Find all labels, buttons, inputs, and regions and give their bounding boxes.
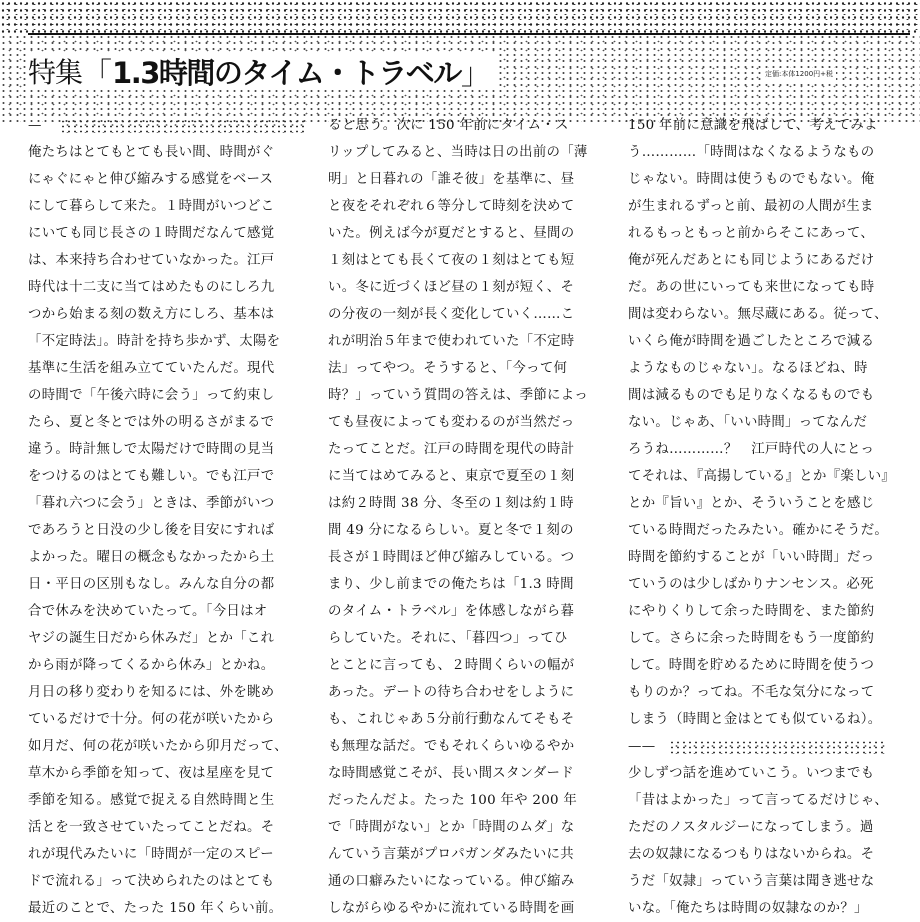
line-text: して。さらに余った時間をもう一度節約 bbox=[628, 631, 875, 646]
text-line bbox=[628, 679, 911, 706]
line-text: もりのか？ってね。不毛な気分になって bbox=[628, 685, 875, 700]
text-line bbox=[328, 220, 611, 247]
text-line bbox=[628, 382, 911, 409]
line-text: とか『旨い』とか、そういうことを感じ bbox=[628, 496, 875, 511]
text-line bbox=[628, 436, 911, 463]
line-text: たら、夏と冬とでは外の明るさがまるで bbox=[28, 415, 275, 430]
line-text: とことに言っても、２時間くらいの幅が bbox=[328, 658, 575, 673]
text-line bbox=[28, 679, 311, 706]
text-column-1 bbox=[28, 112, 311, 922]
line-text: にゃぐにゃと伸び縮みする感覚をベース bbox=[28, 172, 274, 187]
line-text: 季節を知る。感覚で捉える自然時間と生 bbox=[28, 793, 275, 808]
text-line bbox=[628, 787, 911, 814]
text-line bbox=[28, 139, 311, 166]
line-text: 最近のことで、たった 150 年くらい前。 bbox=[28, 901, 283, 916]
line-text: 違う。時計無しで太陽だけで時間の見当 bbox=[28, 442, 275, 457]
header-rule bbox=[28, 33, 910, 35]
feature-title-text: 1.3時間のタイム・トラベル bbox=[112, 55, 461, 90]
line-text: して。時間を貯めるために時間を使うつ bbox=[628, 658, 875, 673]
text-line bbox=[28, 814, 311, 841]
text-line bbox=[28, 463, 311, 490]
text-line bbox=[28, 193, 311, 220]
text-line bbox=[328, 328, 611, 355]
line-text: 通の口癖みたいになっている。伸び縮み bbox=[328, 874, 575, 889]
text-line bbox=[328, 490, 611, 517]
line-text: いた。例えば今が夏だとすると、昼間の bbox=[328, 226, 575, 241]
text-line bbox=[628, 517, 911, 544]
text-line bbox=[628, 571, 911, 598]
line-text: しまう（時間と金はとても似ているね）。 bbox=[628, 712, 882, 727]
text-line bbox=[628, 841, 911, 868]
text-line bbox=[628, 652, 911, 679]
text-line bbox=[628, 247, 911, 274]
text-line bbox=[628, 463, 911, 490]
text-line bbox=[28, 220, 311, 247]
line-text: いな。「俺たちは時間の奴隷なのか？」 bbox=[628, 901, 868, 916]
text-column-2 bbox=[328, 112, 611, 922]
text-line bbox=[628, 220, 911, 247]
text-line bbox=[328, 409, 611, 436]
line-text: ただのノスタルジーになってしまう。過 bbox=[628, 820, 874, 835]
text-line bbox=[28, 112, 311, 139]
line-text: の時間で「午後六時に会う」って約束し bbox=[28, 388, 275, 403]
line-text: らしていた。それに、「暮四つ」ってひ bbox=[328, 631, 568, 646]
line-text: 少しずつ話を進めていこう。いつまでも bbox=[628, 766, 875, 781]
text-line bbox=[28, 652, 311, 679]
line-text: が生まれるずっと前、最初の人間が生ま bbox=[628, 199, 874, 214]
text-line bbox=[628, 166, 911, 193]
line-text: 活とを一致させていたってことだね。そ bbox=[28, 820, 275, 835]
text-line bbox=[28, 895, 311, 922]
line-text: 合で休みを決めていたって。「今日はオ bbox=[28, 604, 268, 619]
text-line bbox=[628, 760, 911, 787]
text-line bbox=[628, 625, 911, 652]
text-line bbox=[628, 409, 911, 436]
line-text: 「不定時法」。時計を持ち歩かず、太陽を bbox=[28, 334, 281, 349]
text-line bbox=[628, 706, 911, 733]
text-line bbox=[328, 841, 611, 868]
line-text: １刻はとても長くて夜の１刻はとても短 bbox=[328, 253, 575, 268]
line-text: をつけるのはとても難しい。でも江戸で bbox=[28, 469, 275, 484]
text-line bbox=[28, 409, 311, 436]
line-text: ドで流れる」って決められたのはとても bbox=[28, 874, 275, 889]
text-line bbox=[328, 355, 611, 382]
line-text: てそれは、『高揚している』とか『楽しい』 bbox=[628, 469, 896, 484]
line-text: も無理な話だ。でもそれくらいゆるやか bbox=[328, 739, 575, 754]
text-line bbox=[628, 490, 911, 517]
line-text: ろうね…………？ 江戸時代の人にとっ bbox=[628, 442, 875, 457]
text-line bbox=[28, 436, 311, 463]
text-line bbox=[28, 247, 311, 274]
text-line bbox=[28, 301, 311, 328]
text-line bbox=[328, 868, 611, 895]
text-line bbox=[328, 544, 611, 571]
section-divider-texture bbox=[669, 740, 887, 754]
text-line bbox=[328, 895, 611, 922]
line-text: よかった。曜日の概念もなかったから土 bbox=[28, 550, 275, 565]
text-line bbox=[328, 274, 611, 301]
line-text: にいても同じ長さの１時間だなんて感覚 bbox=[28, 226, 275, 241]
text-line bbox=[28, 328, 311, 355]
line-text: リップしてみると、当時は日の出前の「薄 bbox=[328, 145, 588, 160]
line-text: 間 49 分になるらしい。夏と冬で１刻の bbox=[328, 523, 574, 538]
line-text: のタイム・トラベル」を体感しながら暮 bbox=[328, 604, 575, 619]
line-text: 「昔はよかった」って言ってるだけじゃ、 bbox=[628, 793, 889, 808]
line-text: 日・平日の区別もなし。みんな自分の都 bbox=[28, 577, 275, 592]
text-line bbox=[28, 868, 311, 895]
line-text: 法」ってやつ。そうすると、「今って何 bbox=[328, 361, 568, 376]
text-line bbox=[28, 760, 311, 787]
line-text: にして暮らして来た。１時間がいつどこ bbox=[28, 199, 275, 214]
text-line bbox=[328, 301, 611, 328]
text-line bbox=[328, 112, 611, 139]
line-text: にやりくりして余った時間を、また節約 bbox=[628, 604, 875, 619]
line-text: ているだけで十分。何の花が咲いたから bbox=[28, 712, 275, 727]
line-text: れが現代みたいに「時間が一定のスピー bbox=[28, 847, 274, 862]
line-text: に当てはめてみると、東京で夏至の１刻 bbox=[328, 469, 575, 484]
text-line bbox=[328, 517, 611, 544]
text-line bbox=[628, 733, 911, 760]
line-text: しながらゆるやかに流れている時間を画 bbox=[328, 901, 575, 916]
text-line bbox=[28, 517, 311, 544]
line-text: い。冬に近づくほど昼の１刻が短く、そ bbox=[328, 280, 575, 295]
line-text: から雨が降ってくるから休み」とかね。 bbox=[28, 658, 275, 673]
text-line bbox=[328, 463, 611, 490]
line-text: も、これじゃあ５分前行動なんてそもそ bbox=[328, 712, 575, 727]
line-text: だ。あの世にいっても来世になっても時 bbox=[628, 280, 875, 295]
line-text: つから始まる刻の数え方にしろ、基本は bbox=[28, 307, 275, 322]
line-text: れるもっともっと前からそこにあって、 bbox=[628, 226, 875, 241]
line-text: ても昼夜によっても変わるのが当然だっ bbox=[328, 415, 575, 430]
line-text: 150 年前に意識を飛ばして、考えてみよ bbox=[628, 118, 878, 133]
line-text: 俺が死んだあとにも同じようにあるだけ bbox=[628, 253, 875, 268]
line-text: 時？」っていう質問の答えは、季節によっ bbox=[328, 388, 589, 403]
line-text: 如月だ、何の花が咲いたから卯月だって、 bbox=[28, 739, 288, 754]
text-line bbox=[28, 571, 311, 598]
text-line bbox=[328, 733, 611, 760]
line-text: 去の奴隷になるつもりはないからね。そ bbox=[628, 847, 875, 862]
text-line bbox=[328, 760, 611, 787]
line-text: ると思う。次に 150 年前にタイム・ス bbox=[328, 118, 569, 133]
header-texture-top bbox=[0, 0, 920, 34]
line-text: 間は変わらない。無尽蔵にある。従って、 bbox=[628, 307, 888, 322]
line-text: ていうのは少しばかりナンセンス。必死 bbox=[628, 577, 874, 592]
line-text: 基準に生活を組み立てていたんだ。現代 bbox=[28, 361, 275, 376]
text-line bbox=[328, 787, 611, 814]
text-line bbox=[28, 787, 311, 814]
line-text: 草木から季節を知って、夜は星座を見て bbox=[28, 766, 275, 781]
line-text: な時間感覚こそが、長い間スタンダード bbox=[328, 766, 574, 781]
line-text: んていう言葉がプロパガンダみたいに共 bbox=[328, 847, 574, 862]
line-text: たってことだ。江戸の時間を現代の時計 bbox=[328, 442, 575, 457]
line-text: れが明治５年まで使われていた「不定時 bbox=[328, 334, 575, 349]
section-divider-texture bbox=[60, 119, 305, 133]
line-text: ヤジの誕生日だから休みだ」とか「これ bbox=[28, 631, 275, 646]
text-line bbox=[28, 490, 311, 517]
title-close-bracket: 」 bbox=[460, 57, 491, 92]
text-line bbox=[328, 436, 611, 463]
line-text: ようなものじゃない」。なるほどね、時 bbox=[628, 361, 868, 376]
line-text: 「暮れ六つに会う」ときは、季節がいつ bbox=[28, 496, 275, 511]
text-line bbox=[628, 274, 911, 301]
line-text: — bbox=[28, 118, 42, 133]
feature-prefix: 特集 bbox=[28, 56, 83, 89]
text-line bbox=[328, 571, 611, 598]
text-line bbox=[328, 166, 611, 193]
text-line bbox=[28, 625, 311, 652]
line-text: の分夜の一刻が長く変化していく……こ bbox=[328, 307, 575, 322]
text-line bbox=[28, 166, 311, 193]
text-line bbox=[328, 247, 611, 274]
line-text: だったんだよ。たった 100 年や 200 年 bbox=[328, 793, 578, 808]
line-text: 月日の移り変わりを知るには、外を眺め bbox=[28, 685, 275, 700]
text-line bbox=[628, 301, 911, 328]
line-text: あった。デートの待ち合わせをしように bbox=[328, 685, 575, 700]
line-text: 長さが１時間ほど伸び縮みしている。つ bbox=[328, 550, 575, 565]
text-line bbox=[328, 706, 611, 733]
text-line bbox=[28, 382, 311, 409]
text-line bbox=[628, 355, 911, 382]
text-line bbox=[628, 814, 911, 841]
text-line bbox=[28, 733, 311, 760]
text-line bbox=[328, 382, 611, 409]
text-line bbox=[28, 598, 311, 625]
text-line bbox=[328, 814, 611, 841]
line-text: で「時間がない」とか「時間のムダ」な bbox=[328, 820, 575, 835]
line-text: は、本来持ち合わせていなかった。江戸 bbox=[28, 253, 275, 268]
text-line bbox=[628, 544, 911, 571]
line-text: であろうと日没の少し後を目安にすれば bbox=[28, 523, 275, 538]
price-label: 定価:本体1200円+税 bbox=[762, 68, 836, 80]
line-text: ない。じゃあ、「いい時間」ってなんだ bbox=[628, 415, 868, 430]
text-column-3 bbox=[628, 112, 911, 922]
feature-title bbox=[26, 52, 497, 90]
text-line bbox=[328, 193, 611, 220]
line-text: ている時間だったみたい。確かにそうだ。 bbox=[628, 523, 889, 538]
line-text: 間は減るものでも足りなくなるものでも bbox=[628, 388, 875, 403]
text-line bbox=[328, 679, 611, 706]
line-text: う…………「時間はなくなるようなもの bbox=[628, 145, 875, 160]
line-text: と夜をそれぞれ６等分して時刻を決めて bbox=[328, 199, 575, 214]
title-open-bracket: 「 bbox=[82, 57, 113, 92]
text-line bbox=[28, 544, 311, 571]
text-line bbox=[628, 193, 911, 220]
line-text: まり、少し前までの俺たちは「1.3 時間 bbox=[328, 577, 574, 592]
text-line bbox=[628, 112, 911, 139]
line-text: いくら俺が時間を過ごしたところで減る bbox=[628, 334, 875, 349]
text-line bbox=[628, 598, 911, 625]
text-line bbox=[328, 652, 611, 679]
line-text: 時間を節約することが「いい時間」だっ bbox=[628, 550, 875, 565]
line-text: 明」と日暮れの「誰そ彼」を基準に、昼 bbox=[328, 172, 575, 187]
text-line bbox=[628, 328, 911, 355]
text-line bbox=[28, 274, 311, 301]
line-text: うだ「奴隷」っていう言葉は聞き逃せな bbox=[628, 874, 875, 889]
text-line bbox=[28, 355, 311, 382]
line-text: 俺たちはとてもとても長い間、時間がぐ bbox=[28, 145, 275, 160]
text-line bbox=[328, 139, 611, 166]
text-line bbox=[328, 598, 611, 625]
text-line bbox=[628, 868, 911, 895]
line-text: —— bbox=[628, 739, 656, 754]
text-line bbox=[328, 625, 611, 652]
text-line bbox=[628, 139, 911, 166]
text-line bbox=[628, 895, 911, 922]
line-text: は約２時間 38 分、冬至の１刻は約１時 bbox=[328, 496, 574, 511]
line-text: 時代は十二支に当てはめたものにしろ九 bbox=[28, 280, 275, 295]
text-line bbox=[28, 706, 311, 733]
line-text: じゃない。時間は使うものでもない。俺 bbox=[628, 172, 875, 187]
text-line bbox=[28, 841, 311, 868]
